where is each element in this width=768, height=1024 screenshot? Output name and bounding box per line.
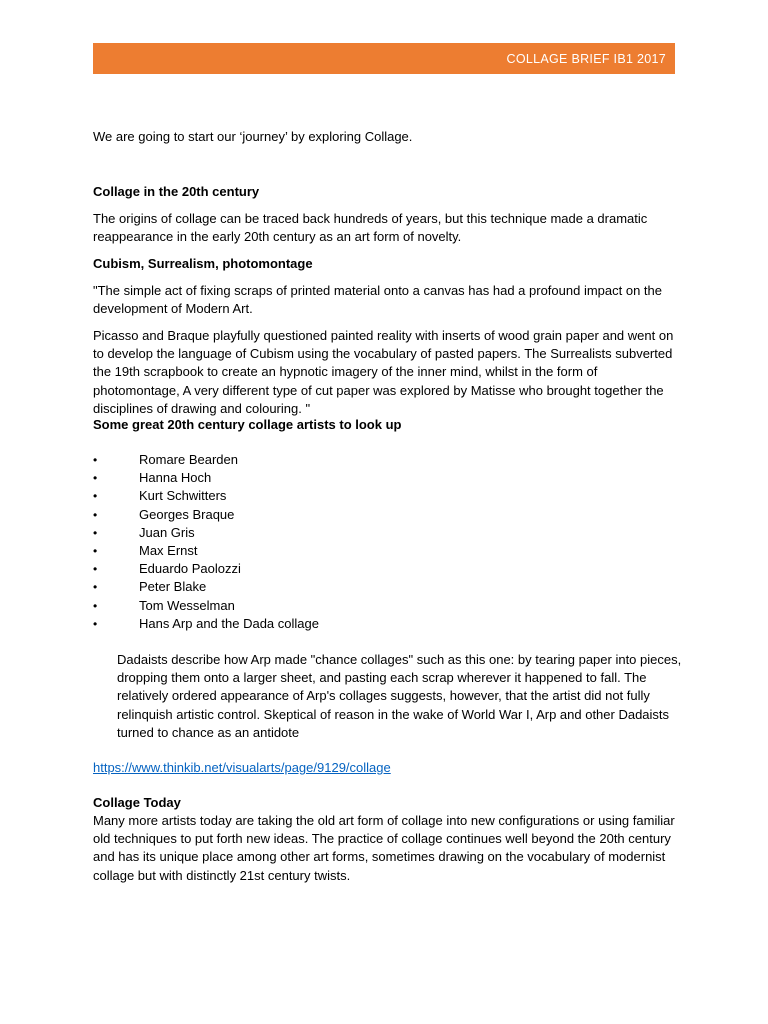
list-item xyxy=(93,615,683,633)
bullet-icon: • xyxy=(93,489,98,504)
quote-paragraph-1: "The simple act of fixing scraps of printed material onto a canvas has had a profound impact on the development of Modern Art. xyxy=(93,283,662,317)
collage-today-paragraph: Many more artists today are taking the old art form of collage into new configurations or using familiar old techniques to put forth new ideas. The practice of collage continues well beyond the 20th century and has its unique place among other art forms, sometimes drawing on the vocabulary of modernist collage but with distinctly 21st century twists. xyxy=(93,813,675,883)
bullet-icon: • xyxy=(93,543,98,558)
header-bar xyxy=(93,43,675,74)
artist-name: Romare Bearden xyxy=(139,452,238,467)
bullet-icon: • xyxy=(93,580,98,595)
list-item xyxy=(93,542,683,560)
quote-paragraph-2: Picasso and Braque playfully questioned painted reality with inserts of wood grain paper and went on to develop the language of Cubism using the vocabulary of pasted papers. The Surrealists subverted the 19th scrapbook to create an hypnotic imagery of the inner mind, whilst in the form of photomontage, A very different type of cut paper was explored by Matisse who brought together the disciplines of drawing and colouring. " xyxy=(93,328,674,416)
bullet-icon: • xyxy=(93,471,98,486)
artist-name: Hanna Hoch xyxy=(139,470,212,486)
heading-20th-century: Collage in the 20th century xyxy=(93,184,260,199)
dada-paragraph: Dadaists describe how Arp made "chance collages" such as this one: by tearing paper into pieces, dropping them onto a larger sheet, and pasting each scrap wherever it happened to fall. The relatively ordered appearance of Arp's collages suggests, however, that the artist did not fully relinquish artistic control. Skeptical of reason in the wake of World War I, Arp and other Dadaists turned to chance as an antidote xyxy=(117,652,682,740)
bullet-icon: • xyxy=(93,507,98,522)
list-item xyxy=(93,524,683,542)
bullet-icon: • xyxy=(93,616,98,631)
artist-name: Peter Blake xyxy=(139,579,207,595)
bullet-icon: • xyxy=(93,562,98,577)
artist-name: Eduardo Paolozzi xyxy=(139,561,241,577)
artist-name: Juan Gris xyxy=(139,524,195,540)
list-item xyxy=(93,487,683,505)
header-title: COLLAGE BRIEF IB1 2017 xyxy=(506,52,666,66)
list-item xyxy=(93,469,683,487)
origins-paragraph: The origins of collage can be traced back hundreds of years, but this technique made a dramatic reappearance in the early 20th century as an art form of novelty. xyxy=(93,211,648,245)
heading-collage-today: Collage Today xyxy=(93,795,181,810)
heading-artists: Some great 20th century collage artists to look up xyxy=(93,417,402,432)
artist-name: Tom Wesselman xyxy=(139,597,235,613)
artist-name: Georges Braque xyxy=(139,506,235,522)
list-item xyxy=(93,597,683,615)
list-item xyxy=(93,451,683,469)
artist-name: Hans Arp and the Dada collage xyxy=(139,615,319,631)
artist-list xyxy=(93,451,683,633)
list-item xyxy=(93,578,683,596)
artist-name: Kurt Schwitters xyxy=(139,488,227,504)
bullet-icon: • xyxy=(93,598,98,613)
heading-cubism: Cubism, Surrealism, photomontage xyxy=(93,256,313,271)
thinkib-link[interactable]: https://www.thinkib.net/visualarts/page/9129/collage xyxy=(93,760,391,775)
bullet-icon: • xyxy=(93,525,98,540)
artist-name: Max Ernst xyxy=(139,542,198,558)
list-item xyxy=(93,560,683,578)
list-item xyxy=(93,506,683,524)
bullet-icon: • xyxy=(93,453,98,467)
intro-paragraph: We are going to start our ‘journey’ by exploring Collage. xyxy=(93,129,413,144)
